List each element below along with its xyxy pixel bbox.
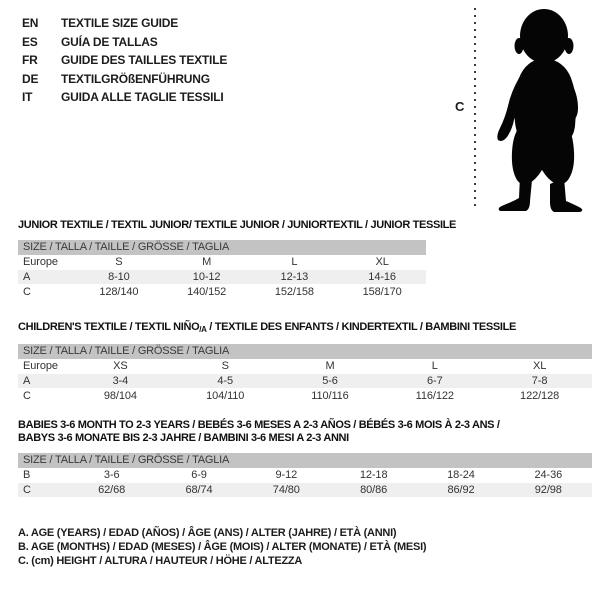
row-label: A: [23, 375, 31, 387]
table-cell: 98/104: [103, 390, 137, 402]
table-cell: XL: [375, 256, 389, 268]
language-code: DE: [22, 71, 39, 86]
table-cell: XL: [532, 360, 547, 372]
language-title: TEXTILGRÖßENFÜHRUNG: [61, 71, 210, 86]
table-cell: 110/116: [311, 390, 349, 402]
table-cell: 62/68: [98, 484, 126, 496]
section-title-line1: BABIES 3-6 MONTH TO 2-3 YEARS / BEBÉS 3-6 MESES A 2-3 AÑOS / BÉBÉS 3-6 MOIS À 2-3 ANS /: [18, 419, 500, 431]
size-header-bar: SIZE / TALLA / TAILLE / GRÖSSE / TAGLIA: [18, 453, 592, 468]
language-code: FR: [22, 53, 38, 68]
table-cell: 7-8: [531, 375, 548, 387]
junior-textile-section: [18, 219, 457, 300]
language-code: EN: [22, 16, 39, 30]
table-cell: 14-16: [368, 271, 396, 283]
table-cell: 3-4: [112, 375, 129, 387]
title-part: CHILDREN'S TEXTILE / TEXTIL NIÑO: [18, 321, 200, 333]
table-cell: 152/158: [274, 286, 314, 298]
table-row: [18, 389, 592, 404]
language-row-en: [22, 14, 227, 33]
table-row: [18, 285, 426, 300]
table-cell: 128/140: [99, 286, 139, 298]
table-row: [18, 374, 592, 389]
table-cell: 104/110: [206, 390, 245, 402]
table-cell: XS: [113, 360, 128, 372]
legend-item-c: C. (cm) HEIGHT / ALTURA / HAUTEUR / HÖHE / ALTEZZA: [18, 554, 303, 567]
table-cell: 140/152: [187, 286, 227, 298]
legend: [18, 527, 426, 568]
table-row: [18, 359, 592, 374]
legend-item-b: B. AGE (MONTHS) / EDAD (MESES) / ÂGE (MOIS) / ALTER (MONATE) / ETÀ (MESI): [18, 540, 427, 553]
table-cell: L: [431, 360, 438, 372]
table-cell: 12-18: [359, 469, 388, 481]
table-cell: 5-6: [322, 375, 338, 387]
table-cell: L: [291, 256, 298, 268]
table-cell: 68/74: [185, 484, 213, 496]
section-title: [18, 321, 592, 336]
row-label: C: [23, 390, 31, 402]
table-row: [18, 270, 426, 285]
language-list: [22, 14, 227, 107]
table-cell: S: [115, 256, 123, 268]
language-row-fr: [22, 51, 227, 70]
language-code: IT: [22, 90, 33, 105]
table-cell: M: [325, 360, 335, 372]
table-cell: 122/128: [520, 390, 560, 402]
language-title: GUIDA ALLE TAGLIE TESSILI: [61, 90, 224, 105]
language-row-de: [22, 70, 227, 89]
height-measure-label: C: [455, 99, 465, 114]
table-cell: 74/80: [272, 484, 300, 496]
language-title: GUÍA DE TALLAS: [61, 34, 158, 49]
table-cell: 10-12: [192, 271, 221, 283]
table-cell: 86/92: [447, 484, 475, 496]
title-subscript: /A: [199, 325, 207, 334]
table-cell: 18-24: [447, 469, 475, 481]
table-cell: M: [202, 256, 212, 268]
table-cell: 8-10: [108, 271, 130, 283]
babies-textile-section: [18, 419, 592, 498]
table-row: [18, 468, 592, 483]
height-figure: [440, 0, 600, 215]
row-label: A: [23, 271, 31, 283]
row-label: Europe: [23, 360, 58, 372]
table-cell: 6-9: [191, 469, 207, 481]
title-part: / TEXTILE DES ENFANTS / KINDERTEXTIL / BAMBINI TESSILE: [206, 321, 516, 333]
height-dotted-line: [474, 8, 476, 210]
table-row: [18, 483, 592, 498]
baby-silhouette-icon: [486, 8, 600, 213]
row-label: Europe: [23, 256, 58, 268]
size-header-bar: SIZE / TALLA / TAILLE / GRÖSSE / TAGLIA: [18, 240, 426, 255]
section-title: JUNIOR TEXTILE / TEXTIL JUNIOR/ TEXTILE JUNIOR / JUNIORTEXTIL / JUNIOR TESSILE: [18, 219, 457, 231]
language-title: TEXTILE SIZE GUIDE: [61, 16, 179, 30]
childrens-textile-section: [18, 321, 592, 404]
table-cell: 9-12: [275, 469, 298, 481]
size-header-bar: SIZE / TALLA / TAILLE / GRÖSSE / TAGLIA: [18, 344, 592, 359]
table-cell: 6-7: [426, 375, 443, 387]
section-title-line2: BABYS 3-6 MONATE BIS 2-3 JAHRE / BAMBINI 3-6 MESI A 2-3 ANNI: [18, 432, 349, 444]
table-cell: 4-5: [217, 375, 233, 387]
language-title: GUIDE DES TAILLES TEXTILE: [61, 53, 228, 68]
language-row-it: [22, 88, 227, 107]
table-cell: 12-13: [280, 271, 309, 283]
table-cell: 92/98: [534, 484, 562, 496]
language-row-es: [22, 33, 227, 52]
row-label: B: [23, 469, 31, 481]
row-label: C: [23, 484, 31, 496]
table-cell: 3-6: [103, 469, 120, 481]
table-cell: 80/86: [360, 484, 388, 496]
table-cell: S: [221, 360, 229, 372]
table-cell: 116/122: [415, 390, 454, 402]
table-cell: 24-36: [534, 469, 563, 481]
table-row: [18, 255, 426, 270]
row-label: C: [23, 286, 31, 298]
legend-item-a: A. AGE (YEARS) / EDAD (AÑOS) / ÂGE (ANS) / ALTER (JAHRE) / ETÀ (ANNI): [18, 527, 397, 539]
language-code: ES: [22, 34, 38, 49]
table-cell: 158/170: [362, 286, 402, 298]
